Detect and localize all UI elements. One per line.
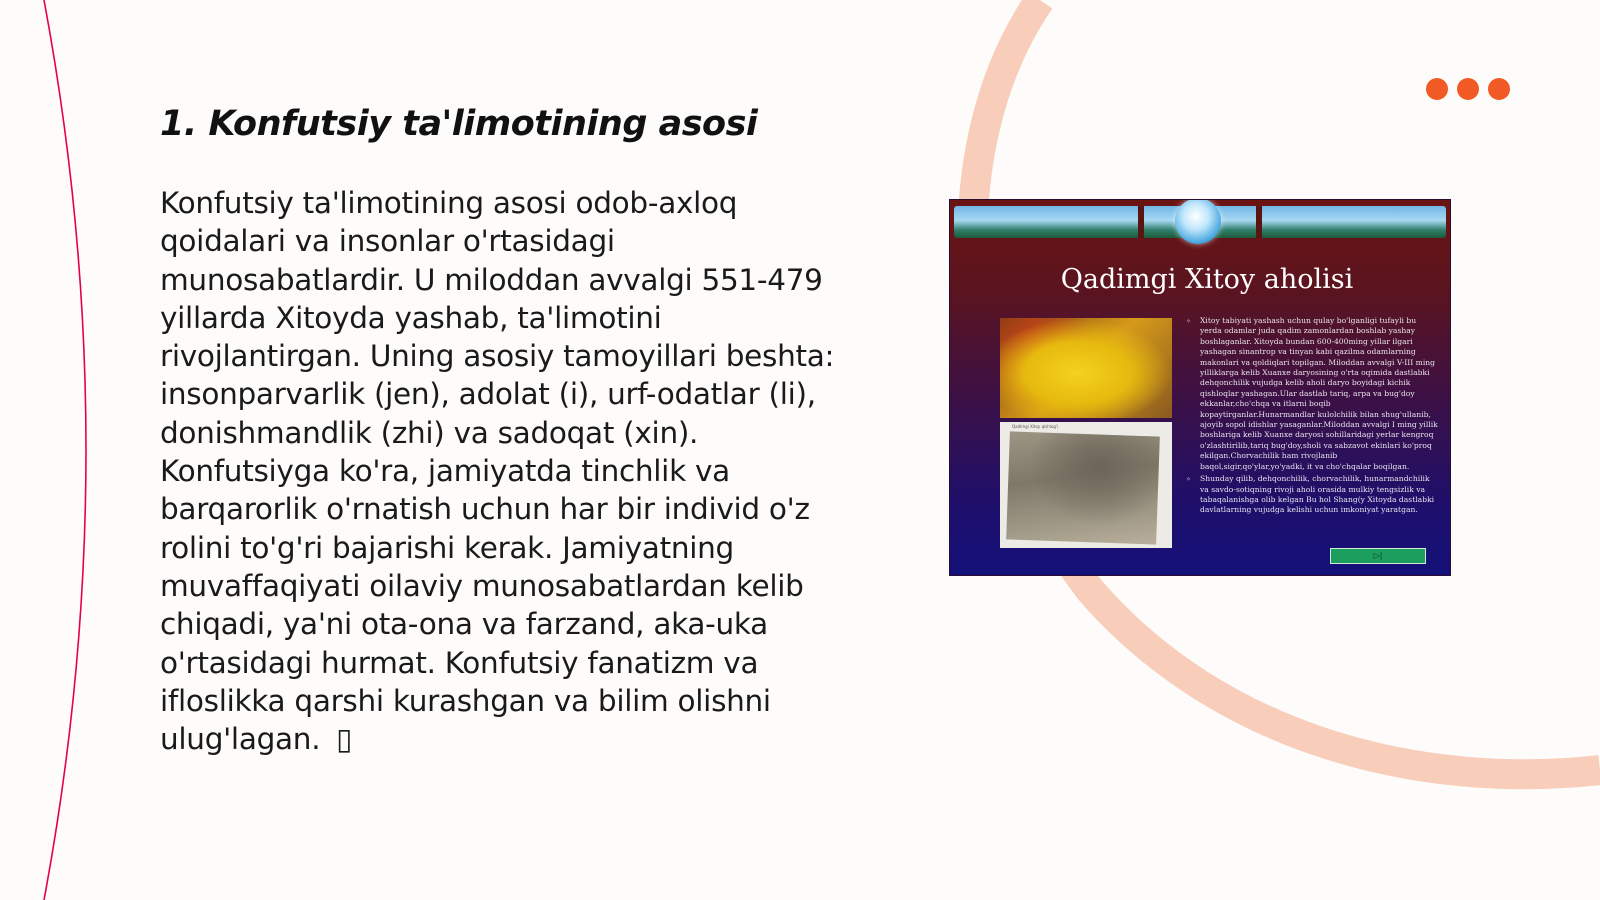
list-item <box>1186 316 1438 472</box>
dot-icon <box>1426 78 1448 100</box>
embedded-slide-bullets <box>1186 316 1438 518</box>
bullet-text: Xitoy tabiyati yashash uchun qulay bo'lganligi tufayli bu yerda odamlar juda qadim zamonlardan boshlab yashay boshlaganlar. Xitoyda bundan 600-400ming yillar ilgari yashagan sinantrop va tinyan kabi qazilma odamlarning makonlari va qoldiqlari topilgan. Miloddan avvalgi V-III ming yilliklarga kelib Xuanxe daryosining o'rta oqimida dastlabki dehqonchilik vujudga kelib aholi daryo boyidagi kichik qishloqlar yashagan.Ular dastlab tariq, arpa va bug'doy ekkanlar,cho'chqa va itlarni boqib kopaytirganlar.Hunarmandlar kulolchilik bilan shug'ullanib, ajoyib sopol idishlar yasaganlar.Miloddan avvalgi I ming yillik boshlariga kelib Xuanxe daryosi sohillaridagi yerlar kengroq o'zlashtirilib,tariq bug'doy,sholi va sabzavot ekinlari ko'proq ekilgan.Chorvachilik ham rivojlanib baqol,sigir,qo'ylar,yo'yadki, it va cho'chqalar boqilgan. <box>1200 316 1438 471</box>
bullet-star-icon: ✧ <box>1186 476 1192 484</box>
ancient-village-photo <box>1000 422 1172 548</box>
dot-icon <box>1457 78 1479 100</box>
dot-icon <box>1488 78 1510 100</box>
next-slide-button: ▷| <box>1330 548 1426 564</box>
embedded-slide-title: Qadimgi Xitoy aholisi <box>1060 264 1354 295</box>
banner-divider <box>1138 206 1144 238</box>
body-paragraph: Konfutsiy ta'limotining asosi odob-axloq qoidalari va insonlar o'rtasidagi munosabatlardir. U miloddan avvalgi 551-479 yillarda Xitoyda yashab, ta'limotini rivojlantirgan. Uning asosiy tamoyillari beshta: insonparvarlik (jen), adolat (i), urf-odatlar (li), donishmandlik (zhi) va sadoqat (xin). Konfutsiyga ko'ra, jamiyatda tinchlik va barqarorlik o'rnatish uchun har bir individ o'z rolini to'g'ri bajarishi kerak. Jamiyatning muvaffaqiyati oilaviy munosabatlardan kelib chiqadi, ya'ni ota-ona va farzand, aka-uka o'rtasidagi hurmat. Konfutsiy fanatizm va ifloslikka qarshi kurashgan va bilim olishni ulug'lagan. <box>160 186 835 757</box>
bullet-text: Shunday qilib, dehqonchilik, chorvachilik, hunarmandchilik va savdo-sotiqning rivoji aholi orasida mulkiy tengsizlik va tabaqalanishga olib kelgan Bu hol Shang(y Xitoyda dastlabki davlatlarning vujudga kelishi uchun imkoniyat yaratgan. <box>1200 474 1435 515</box>
slide-title: 1. Konfutsiy ta'limotining asosi <box>160 104 758 144</box>
bullet-star-icon: ✧ <box>1186 318 1192 325</box>
yellow-robed-figure-photo <box>1000 318 1172 418</box>
list-item <box>1186 474 1438 516</box>
dots-menu-icon <box>1426 78 1510 100</box>
globe-orb-icon <box>1175 200 1221 244</box>
photo-caption: Qadimgi Xitoy qishlog'i <box>1012 424 1059 429</box>
placeholder-glyph-icon: ▯ <box>336 722 353 757</box>
embedded-slide-image <box>950 200 1450 575</box>
slide-body-text <box>160 184 850 758</box>
left-curve-line <box>44 0 86 900</box>
village-photo-print <box>1006 431 1160 544</box>
banner-divider <box>1256 206 1262 238</box>
